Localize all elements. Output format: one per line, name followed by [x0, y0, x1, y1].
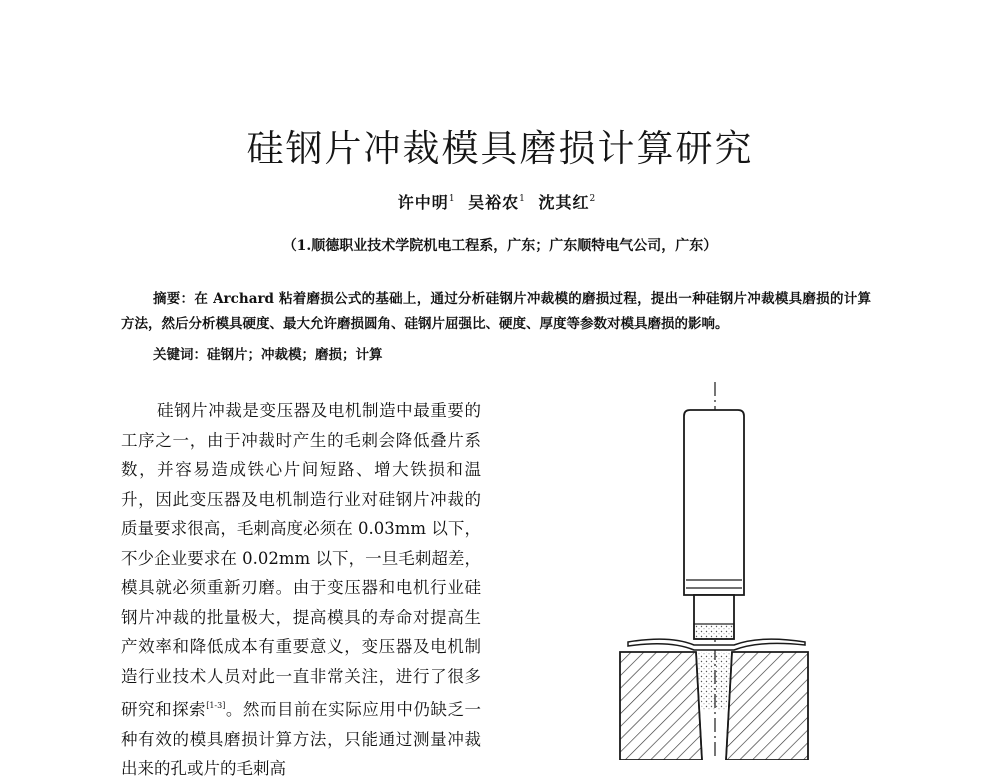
- punch-die-diagram-icon: [610, 380, 810, 760]
- body-text-part: 硅钢片冲裁是变压器及电机制造中最重要的工序之一，由于冲裁时产生的毛刺会降低叠片系数，并容易造成铁心片间短路、增大铁损和温升，因此变压器及电机制造行业对硅钢片冲裁的质量要求很高，毛刺高度必须在 0.03mm 以下，不少企业要求在 0.02mm 以下，一旦毛刺超差，模具就必须重新刃磨。由于变压器和电机行业硅钢片冲裁的批量极大，提高模具的寿命对提高生产效率和降低成本有重要意义，变压器及电机制造行业技术人员对此一直非常关注，进行了很多研究和探索: [121, 401, 481, 719]
- author-name: 许中明: [397, 193, 449, 212]
- keywords: 关键词：硅钢片；冲裁模；磨损；计算: [153, 347, 383, 363]
- punch-die-figure: [610, 380, 810, 760]
- steel-sheet: [628, 639, 805, 650]
- affiliation: （1.顺德职业技术学院机电工程系，广东；广东顺特电气公司，广东）: [282, 238, 718, 254]
- author-list: [0, 190, 1000, 213]
- paper-title: 硅钢片冲裁模具磨损计算研究: [246, 127, 754, 170]
- body-paragraph: [121, 396, 481, 784]
- die-right: [726, 652, 808, 760]
- author-affiliation-mark: 1: [448, 194, 456, 204]
- citation-ref: [1-3]: [206, 701, 226, 710]
- author-affiliation-mark: 2: [589, 194, 597, 204]
- author-affiliation-mark: 1: [519, 194, 526, 204]
- abstract: 摘要：在 Archard 粘着磨损公式的基础上，通过分析硅钢片冲裁模的磨损过程，提出一种硅钢片冲裁模具磨损的计算方法，然后分析模具硬度、最大允许磨损圆角、硅钢片屈强比、硬度、厚度等参数对模具磨损的影响。: [121, 291, 871, 332]
- die-left: [620, 652, 702, 760]
- author-name: 吴裕农: [468, 193, 520, 212]
- body-text-part: 。然而目前在实际应用中仍缺乏一种有效的模具磨损计算方法，只能通过测量冲裁出来的孔或片的毛刺高: [121, 700, 482, 778]
- punch-shank: [684, 410, 744, 595]
- author-name: 沈其红: [538, 193, 590, 212]
